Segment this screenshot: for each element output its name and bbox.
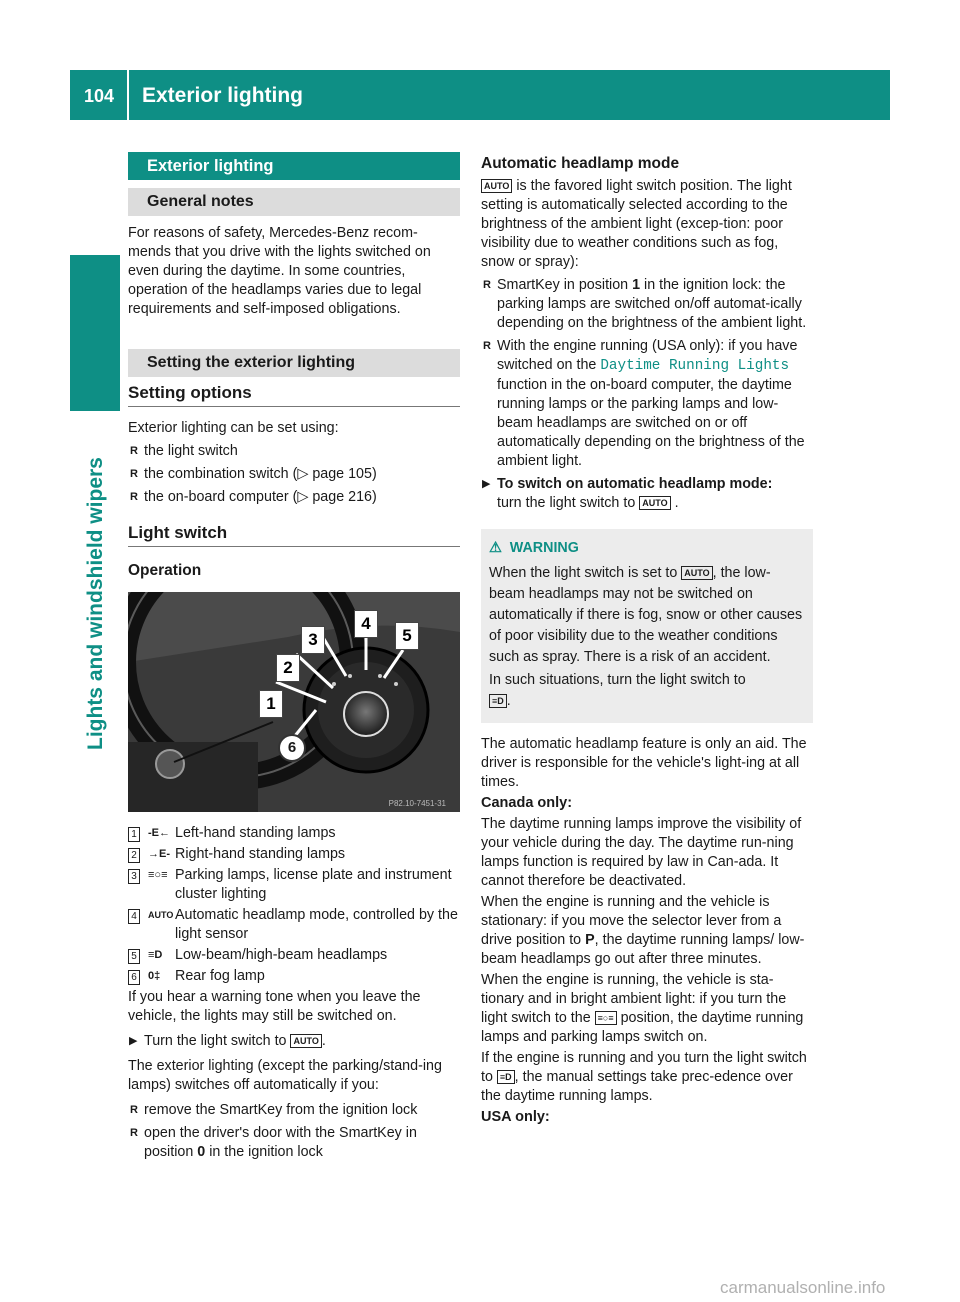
parking-lamp-icon: ≡○≡ bbox=[148, 869, 168, 881]
list-item: R remove the SmartKey from the ignition lock bbox=[128, 1101, 460, 1120]
auto-icon: AUTO bbox=[639, 496, 670, 510]
header-title: Exterior lighting bbox=[142, 84, 304, 107]
section-title: Exterior lighting bbox=[128, 152, 460, 180]
left-standing-lamp-icon: -Ε← bbox=[148, 827, 170, 839]
legend-item: 5 ≡D Low-beam/high-beam headlamps bbox=[128, 946, 460, 965]
callout-2: 2 bbox=[276, 654, 300, 682]
automatic-aid-text: The automatic headlamp feature is only an aid. The driver is responsible for the vehicle's light-ing at all times. bbox=[481, 736, 807, 790]
list-item: R the light switch bbox=[128, 442, 460, 461]
auto-icon: AUTO bbox=[290, 1034, 321, 1048]
light-switch-figure bbox=[128, 592, 460, 812]
footer-watermark: carmanualsonline.info bbox=[720, 1278, 886, 1297]
header-divider bbox=[127, 70, 129, 120]
instruction-step: ▶ Turn the light switch to AUTO . bbox=[128, 1032, 460, 1051]
general-notes-text: For reasons of safety, Mercedes-Benz recom-mends that you drive with the lights switched on even during the daytime. In some countries, operation of the headlamps varies due to legal requirements and self-imposed obligations. bbox=[128, 225, 431, 317]
instruction-step: ▶ To switch on automatic headlamp mode: turn the light switch to AUTO . bbox=[481, 475, 813, 513]
heading-canada-only: Canada only: bbox=[481, 795, 573, 811]
parking-lamp-icon: ≡○≡ bbox=[595, 1011, 617, 1025]
warning-title: ⚠ WARNING bbox=[489, 540, 579, 556]
warning-advice: In such situations, turn the light switch to ≡D . bbox=[489, 672, 746, 709]
ambient-light-text: When the engine is running, the vehicle is sta-tionary and in bright ambient light: if you turn the light switch to the ≡○≡ position, the daytime running lamps and parking lamps switch on. bbox=[481, 972, 804, 1045]
heading-light-switch: Light switch bbox=[128, 523, 460, 547]
legend-item: 4 AUTO Automatic headlamp mode, controlled by the light sensor bbox=[128, 906, 460, 944]
left-column bbox=[128, 152, 460, 1162]
right-column bbox=[481, 152, 813, 1127]
warning-box bbox=[481, 529, 813, 723]
auto-icon: AUTO bbox=[148, 910, 174, 920]
heading-operation: Operation bbox=[128, 562, 202, 579]
low-beam-icon: ≡D bbox=[148, 949, 163, 961]
legend-item: 2 →Ε- Right-hand standing lamps bbox=[128, 845, 460, 864]
list-item: R the on-board computer (▷ page 216) bbox=[128, 488, 460, 507]
callout-6: 6 bbox=[278, 734, 306, 762]
callout-1: 1 bbox=[259, 690, 283, 718]
callout-3: 3 bbox=[301, 626, 325, 654]
heading-usa-only: USA only: bbox=[481, 1109, 550, 1125]
list-item: R With the engine running (USA only): if you have switched on the Daytime Running Lights function in the on-board computer, the daytime running lamps or the parking lamps and low-beam headlamps are switched on or off automatically depending on the brightness of the ambient light. bbox=[481, 337, 813, 471]
callout-5: 5 bbox=[395, 622, 419, 650]
menu-item-daytime-running-lights: Daytime Running Lights bbox=[600, 358, 790, 374]
list-item: R the combination switch (▷ page 105) bbox=[128, 465, 460, 484]
auto-icon: AUTO bbox=[681, 566, 712, 580]
list-item: R SmartKey in position 1 in the ignition lock: the parking lamps are switched on/off automat-ically depending on the brightness of the ambient light. bbox=[481, 276, 813, 333]
warning-text: When the light switch is set to AUTO , the low-beam headlamps may not be switched on automatically if there is fog, snow or other causes of poor visibility due to the weather conditions such as spray. There is a risk of an accident. bbox=[489, 565, 803, 665]
list-item: R open the driver's door with the SmartKey in position 0 in the ignition lock bbox=[128, 1124, 460, 1162]
low-beam-icon: ≡D bbox=[497, 1070, 515, 1084]
chapter-label: Lights and windshield wipers bbox=[84, 457, 107, 750]
page-number: 104 bbox=[84, 86, 115, 106]
figure-code: P82.10-7451-31 bbox=[388, 799, 446, 808]
auto-icon: AUTO bbox=[481, 179, 512, 193]
chapter-tab bbox=[70, 255, 120, 411]
warning-tone-text: If you hear a warning tone when you leave the vehicle, the lights may still be switched on. bbox=[128, 989, 421, 1024]
warning-triangle-icon: ⚠ bbox=[489, 540, 502, 556]
stationary-text: When the engine is running and the vehicle is stationary: if you move the selector lever from a drive position to P, the daytime running lamps/ low-beam headlamps go out after three minutes. bbox=[481, 894, 805, 967]
auto-off-text: The exterior lighting (except the parking/stand-ing lamps) switches off automatically if you: bbox=[128, 1058, 442, 1093]
canada-text: The daytime running lamps improve the visibility of your vehicle during the day. The daytime run-ning lamps function is required by law in Can-ada. It cannot therefore be deactivated. bbox=[481, 816, 802, 889]
legend-item: 6 0‡ Rear fog lamp bbox=[128, 967, 460, 986]
right-standing-lamp-icon: →Ε- bbox=[148, 848, 170, 860]
heading-setting-options: Setting options bbox=[128, 383, 460, 407]
setting-options-intro: Exterior lighting can be set using: bbox=[128, 420, 339, 436]
legend-item: 1 -Ε← Left-hand standing lamps bbox=[128, 824, 460, 843]
legend-item: 3 ≡○≡ Parking lamps, license plate and instrument cluster lighting bbox=[128, 866, 460, 904]
automatic-mode-text: AUTO is the favored light switch position. The light setting is automatically selected according to the brightness of the ambient light (excep-tion: poor visibility due to weather conditions such as fog, snow or spray): bbox=[481, 178, 792, 270]
heading-automatic-mode: Automatic headlamp mode bbox=[481, 155, 680, 172]
page-header bbox=[70, 70, 890, 120]
subsection-general-notes: General notes bbox=[128, 188, 460, 216]
subsection-setting-lighting: Setting the exterior lighting bbox=[128, 349, 460, 377]
rear-fog-lamp-icon: 0‡ bbox=[148, 970, 161, 982]
manual-settings-text: If the engine is running and you turn the light switch to ≡D , the manual settings take prec-edence over the daytime running lamps. bbox=[481, 1050, 807, 1104]
callout-4: 4 bbox=[354, 610, 378, 638]
low-beam-icon: ≡D bbox=[489, 694, 507, 708]
